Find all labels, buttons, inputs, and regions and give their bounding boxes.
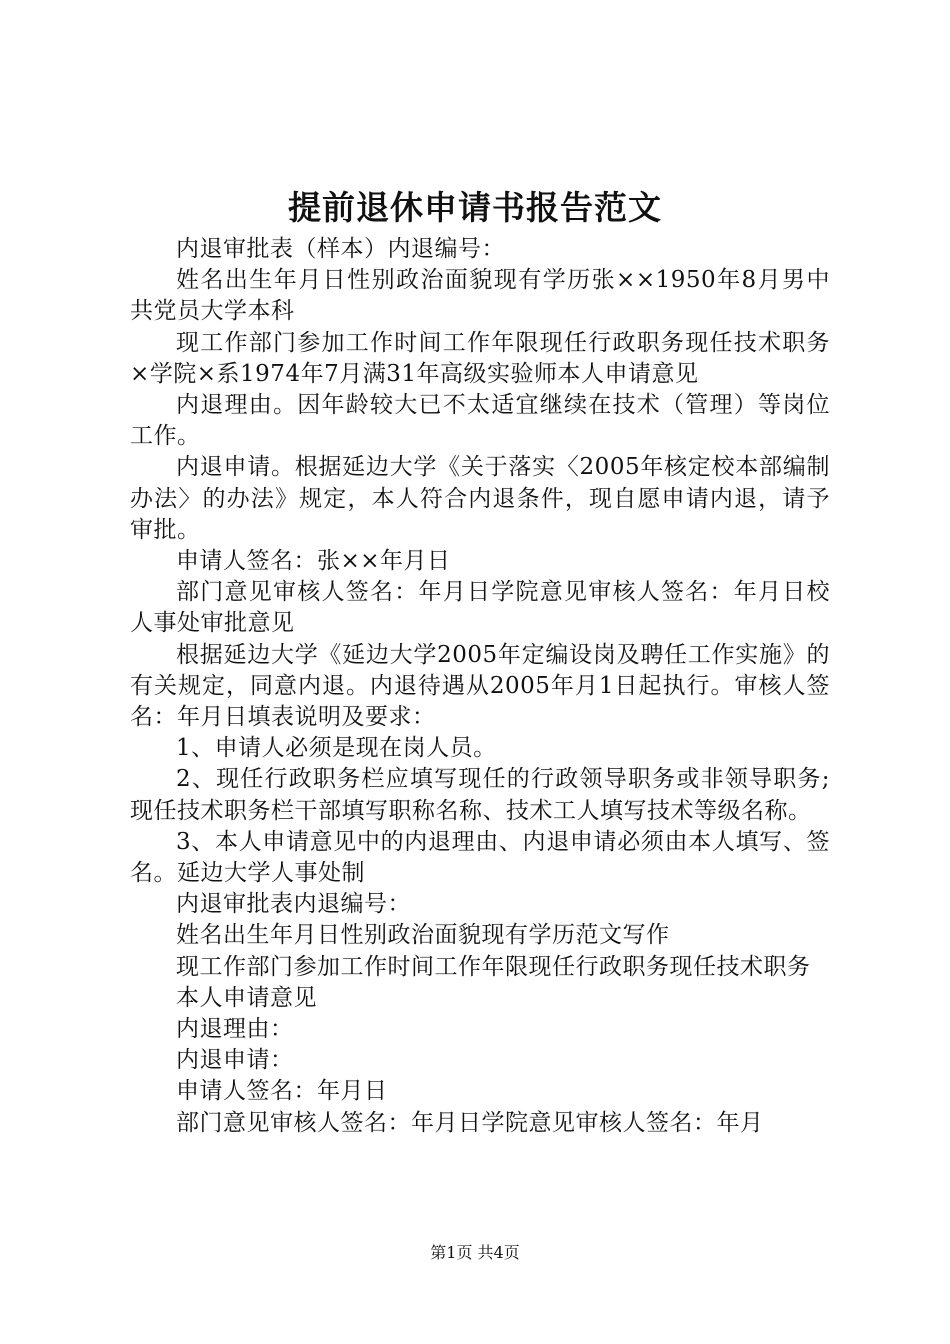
paragraph: 1、申请人必须是现在岗人员。 xyxy=(176,735,497,762)
paragraph: 3、本人申请意见中的内退理由、内退申请必须由本人填写、签名。延边大学人事处制 xyxy=(130,828,830,887)
paragraph: 根据延边大学《延边大学2005年定编设岗及聘任工作实施》的有关规定，同意内退。内退待遇从2005年月1日起执行。审核人签名：年月日填表说明及要求： xyxy=(130,641,830,731)
paragraph: 本人申请意见 xyxy=(176,984,317,1011)
paragraph: 内退理由。因年龄较大已不太适宜继续在技术（管理）等岗位工作。 xyxy=(130,392,830,450)
paragraph: 姓名出生年月日性别政治面貌现有学历张××1950年8月男中共党员大学本科 xyxy=(130,267,830,325)
paragraph: 内退审批表（样本）内退编号： xyxy=(176,236,505,262)
document-body xyxy=(130,234,830,1139)
paragraph: 部门意见审核人签名：年月日学院意见审核人签名：年月日校人事处审批意见 xyxy=(130,579,830,637)
paragraph: 内退理由： xyxy=(176,1016,294,1043)
document-title: 提前退休申请书报告范文 xyxy=(288,188,662,227)
paragraph: 内退审批表内退编号： xyxy=(176,891,411,918)
paragraph: 申请人签名：张××年月日 xyxy=(176,548,451,575)
paragraph: 内退申请。根据延边大学《关于落实〈2005年核定校本部编制办法〉的办法》规定，本人符合内退条件，现自愿申请内退，请予审批。 xyxy=(130,454,830,543)
paragraph: 2、现任行政职务栏应填写现任的行政领导职务或非领导职务;现任技术职务栏干部填写职称名称、技术工人填写技术等级名称。 xyxy=(130,766,830,824)
paragraph: 姓名出生年月日性别政治面貌现有学历范文写作 xyxy=(176,922,670,949)
page-footer: 第1页 共4页 xyxy=(430,1243,520,1262)
paragraph: 部门意见审核人签名：年月日学院意见审核人签名：年月 xyxy=(176,1109,764,1136)
paragraph: 现工作部门参加工作时间工作年限现任行政职务现任技术职务×学院×系1974年7月满31年高级实验师本人申请意见 xyxy=(130,329,830,387)
paragraph: 现工作部门参加工作时间工作年限现任行政职务现任技术职务 xyxy=(176,953,811,980)
paragraph: 内退申请： xyxy=(176,1047,294,1074)
paragraph: 申请人签名：年月日 xyxy=(176,1078,388,1105)
